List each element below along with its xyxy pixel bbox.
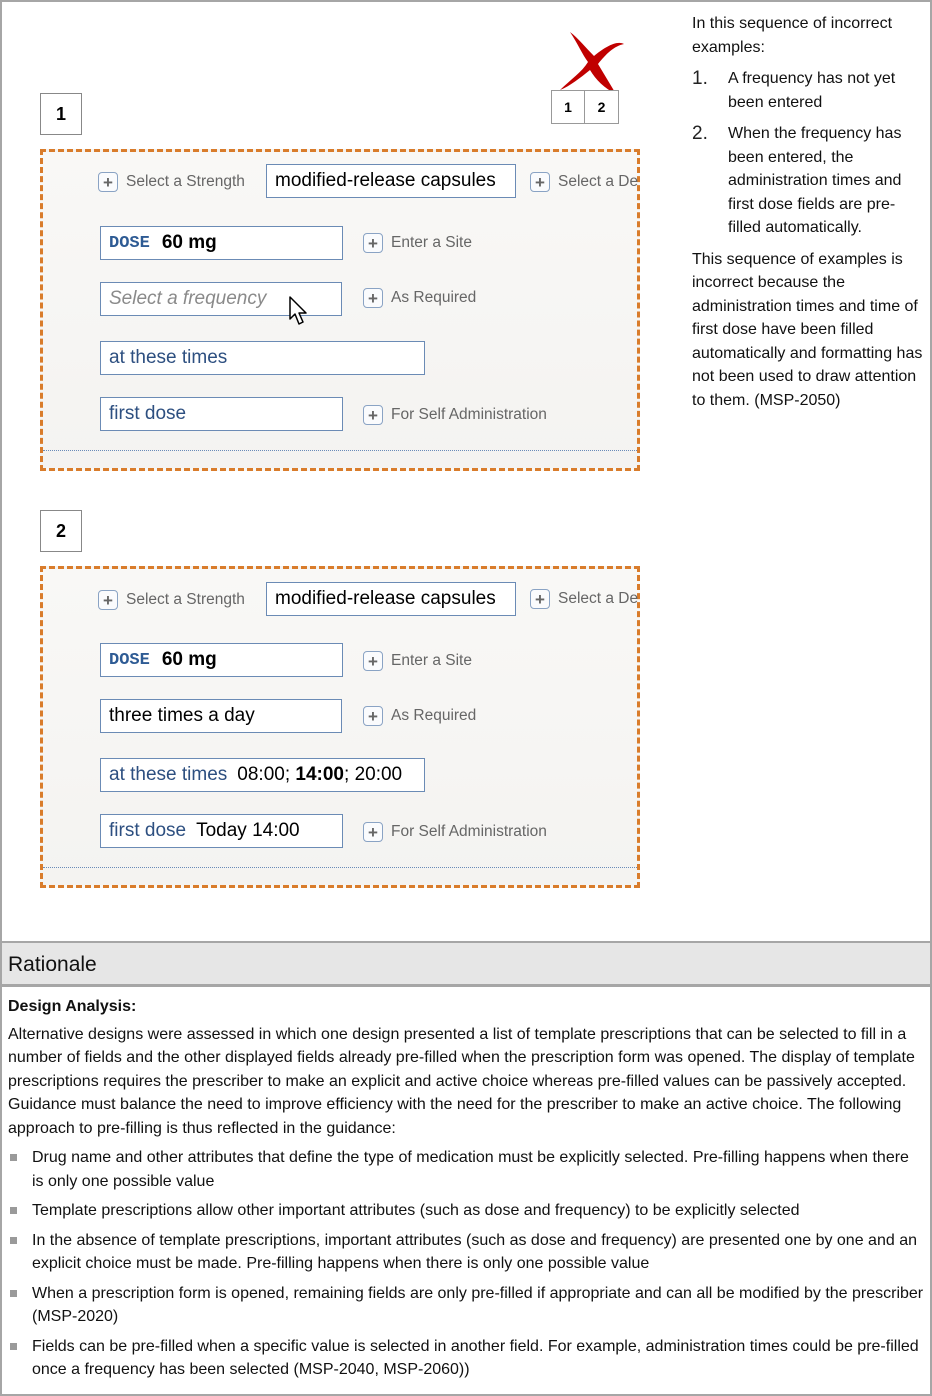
time-2: 14:00 (295, 764, 344, 785)
list-item: Template prescriptions allow other important attributes (such as dose and frequency) to be explicitly selected (8, 1199, 924, 1223)
select-strength-button[interactable]: + Select a Strength (98, 590, 245, 610)
dose-field[interactable]: DOSE 60 mg (100, 226, 343, 260)
bullet-icon (10, 1343, 17, 1350)
dose-field[interactable]: DOSE 60 mg (100, 643, 343, 677)
administration-times-field[interactable]: at these times (100, 341, 425, 375)
time-3: 20:00 (354, 764, 403, 785)
list-item: In the absence of template prescriptions, important attributes (such as dose and frequency) are presented one by one and an explicit choice must be made. Pre-filling happens when there is only one possible value (8, 1229, 924, 1276)
plus-icon: + (363, 651, 383, 671)
rationale-bullets (8, 1146, 924, 1382)
bullet-icon (10, 1207, 17, 1214)
list-item: 2. When the frequency has been entered, the administration times and first dose fields are pre-filled automatically. (692, 123, 902, 236)
administration-times-field[interactable]: at these times 08:00; 14:00; 20:00 (100, 758, 425, 792)
form-field[interactable]: modified-release capsules (266, 164, 516, 198)
first-dose-field[interactable]: first dose (100, 397, 343, 431)
frequency-field[interactable]: Select a frequency (100, 282, 342, 316)
bullet-icon (10, 1237, 17, 1244)
rationale-paragraph: Alternative designs were assessed in which one design presented a list of template prescriptions that can be selected to fill in a number of fields and the other displayed fields already pre-filled when the prescription form was opened. The display of template prescriptions requires the prescriber to make an explicit and active choice whereas pre-filled values can be passively accepted. Guidance must balance the need to improve efficiency with the need for the prescriber to make an active choice. The following approach to pre-filling is thus reflected in the guidance: (8, 1025, 915, 1137)
plus-icon: + (98, 172, 118, 192)
step-label-2: 2 (40, 510, 82, 552)
enter-site-button[interactable]: + Enter a Site (363, 233, 472, 253)
step-navigator (551, 90, 619, 124)
select-device-button[interactable]: + Select a De (530, 589, 638, 609)
red-x-icon (556, 30, 626, 96)
enter-site-button[interactable]: + Enter a Site (363, 651, 472, 671)
divider (43, 450, 637, 451)
select-strength-button[interactable]: + Select a Strength (98, 172, 245, 192)
description-list (692, 67, 928, 240)
plus-icon: + (363, 288, 383, 308)
rationale-body (8, 995, 924, 1388)
mouse-pointer-icon (289, 296, 309, 326)
list-item: 1. A frequency has not yet been entered (692, 68, 896, 111)
design-analysis-heading: Design Analysis: (8, 998, 137, 1015)
plus-icon: + (98, 590, 118, 610)
plus-icon: + (530, 589, 550, 609)
description-conclusion: This sequence of examples is incorrect because the administration times and time of first dose have been filled automatically and formatting has not been used to draw attention to them. (MSP-2050) (692, 250, 923, 409)
examples-area (2, 2, 930, 941)
example-description (692, 12, 928, 420)
step-nav-2[interactable]: 2 (585, 90, 619, 124)
self-administration-button[interactable]: + For Self Administration (363, 822, 547, 842)
step-nav-1[interactable]: 1 (551, 90, 585, 124)
plus-icon: + (363, 405, 383, 425)
plus-icon: + (363, 822, 383, 842)
time-1: 08:00 (237, 764, 285, 785)
bullet-icon (10, 1154, 17, 1161)
rationale-header: Rationale (2, 941, 930, 987)
as-required-button[interactable]: + As Required (363, 288, 476, 308)
plus-icon: + (363, 233, 383, 253)
self-administration-button[interactable]: + For Self Administration (363, 405, 547, 425)
bullet-icon (10, 1290, 17, 1297)
select-device-button[interactable]: + Select a De (530, 172, 638, 192)
divider (43, 867, 637, 868)
frequency-field[interactable]: three times a day (100, 699, 342, 733)
form-field[interactable]: modified-release capsules (266, 582, 516, 616)
list-item: Fields can be pre-filled when a specific value is selected in another field. For example, administration times could be pre-filled once a frequency has been selected (MSP-2040, MSP-2060)) (8, 1335, 924, 1382)
first-dose-field[interactable]: first dose Today 14:00 (100, 814, 343, 848)
list-item: When a prescription form is opened, remaining fields are only pre-filled if appropriate and can all be modified by the prescriber (MSP-2020) (8, 1282, 924, 1329)
description-intro: In this sequence of incorrect examples: (692, 15, 893, 56)
list-item: Drug name and other attributes that define the type of medication must be explicitly selected. Pre-filling happens when there is only one possible value (8, 1146, 924, 1193)
as-required-button[interactable]: + As Required (363, 706, 476, 726)
step-label-1: 1 (40, 93, 82, 135)
plus-icon: + (530, 172, 550, 192)
plus-icon: + (363, 706, 383, 726)
